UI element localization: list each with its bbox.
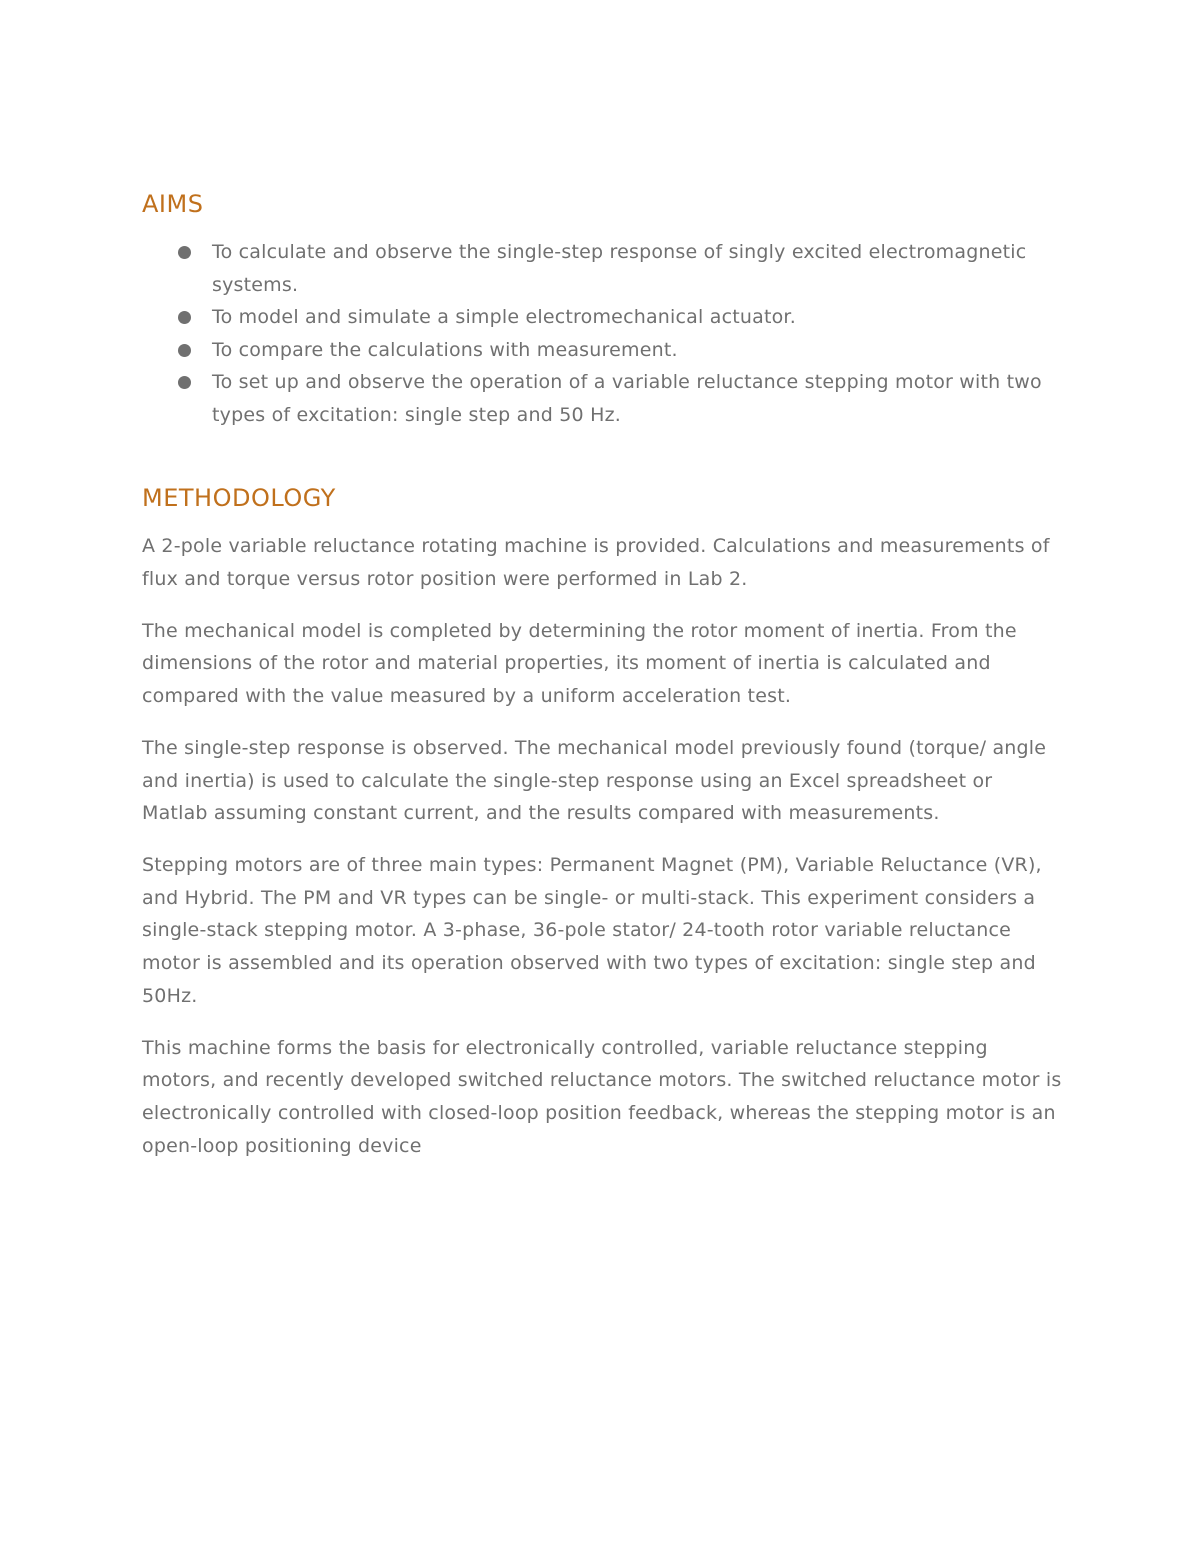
aims-list-item xyxy=(142,236,1062,301)
aims-list-item xyxy=(142,334,1062,367)
methodology-paragraph: This machine forms the basis for electronically controlled, variable reluctance stepping motors, and recently developed switched reluctance motors. The switched reluctance motor is electronically controlled with closed-loop position feedback, whereas the stepping motor is an open-loop positioning device xyxy=(142,1036,1062,1157)
bullet-icon xyxy=(178,246,191,259)
methodology-heading: METHODOLOGY xyxy=(142,484,336,512)
aims-item-text: To model and simulate a simple electromechanical actuator. xyxy=(212,306,796,329)
methodology-paragraph: The mechanical model is completed by determining the rotor moment of inertia. From the dimensions of the rotor and material properties, its moment of inertia is calculated and compared with the value measured by a uniform acceleration test. xyxy=(142,619,1017,707)
aims-list-item xyxy=(142,366,1062,431)
bullet-icon xyxy=(178,344,191,357)
methodology-body xyxy=(142,530,1062,1182)
methodology-paragraph: Stepping motors are of three main types: Permanent Magnet (PM), Variable Reluctance (VR), and Hybrid. The PM and VR types can be single- or multi-stack. This experiment considers a single-stack stepping motor. A 3-phase, 36-pole stator/ 24-tooth rotor variable reluctance motor is assembled and its operation observed with two types of excitation: single step and 50Hz. xyxy=(142,854,1042,1007)
aims-list-item xyxy=(142,301,1062,334)
aims-list xyxy=(142,236,1062,432)
bullet-icon xyxy=(178,311,191,324)
methodology-paragraph: A 2-pole variable reluctance rotating machine is provided. Calculations and measurements of flux and torque versus rotor position were performed in Lab 2. xyxy=(142,535,1050,590)
aims-item-text: To compare the calculations with measurement. xyxy=(212,338,678,361)
methodology-paragraph: The single-step response is observed. The mechanical model previously found (torque/ angle and inertia) is used to calculate the single-step response using an Excel spreadsheet or Matlab assuming constant current, and the results compared with measurements. xyxy=(142,736,1047,825)
aims-item-text: To calculate and observe the single-step response of singly excited electromagnetic systems. xyxy=(212,241,1027,296)
aims-heading: AIMS xyxy=(142,190,204,218)
bullet-icon xyxy=(178,376,191,389)
aims-item-text: To set up and observe the operation of a variable reluctance stepping motor with two types of excitation: single step and 50 Hz. xyxy=(212,371,1042,426)
